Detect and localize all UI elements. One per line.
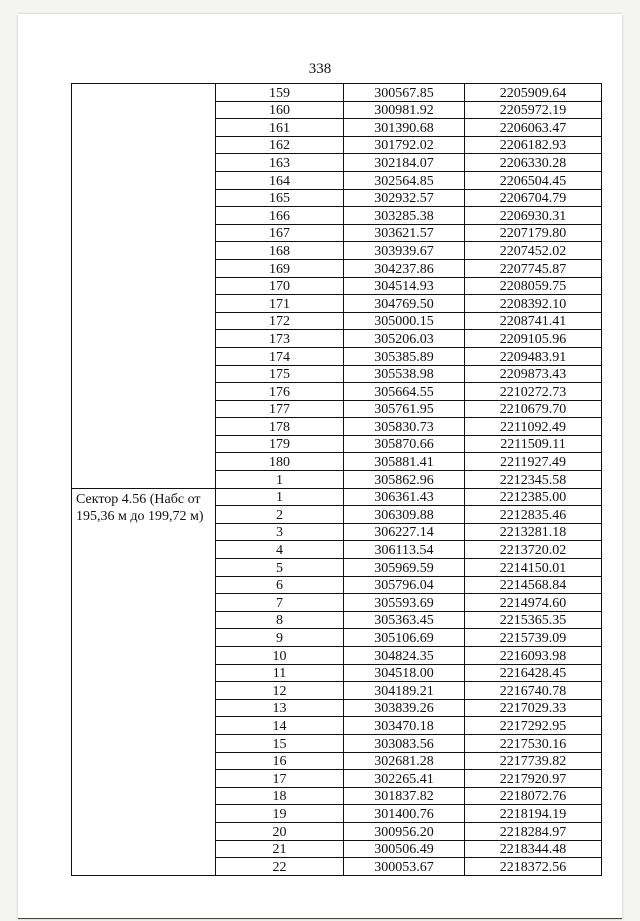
y-coordinate: 2206063.47 — [465, 119, 602, 137]
y-coordinate: 2212835.46 — [465, 506, 602, 524]
y-coordinate: 2214568.84 — [465, 576, 602, 594]
x-coordinate: 305796.04 — [344, 576, 465, 594]
x-coordinate: 304824.35 — [344, 647, 465, 665]
table-row — [72, 488, 602, 506]
point-number: 3 — [216, 523, 344, 541]
x-coordinate: 303621.57 — [344, 224, 465, 242]
page-edge-line — [18, 918, 622, 919]
point-number: 176 — [216, 383, 344, 401]
y-coordinate: 2208741.41 — [465, 312, 602, 330]
x-coordinate: 305761.95 — [344, 400, 465, 418]
x-coordinate: 306309.88 — [344, 506, 465, 524]
point-number: 15 — [216, 734, 344, 752]
x-coordinate: 305538.98 — [344, 365, 465, 383]
sector-label-empty — [72, 84, 216, 489]
point-number: 164 — [216, 171, 344, 189]
y-coordinate: 2213720.02 — [465, 541, 602, 559]
point-number: 8 — [216, 611, 344, 629]
x-coordinate: 302184.07 — [344, 154, 465, 172]
point-number: 180 — [216, 453, 344, 471]
point-number: 1 — [216, 488, 344, 506]
x-coordinate: 304769.50 — [344, 295, 465, 313]
point-number: 7 — [216, 594, 344, 612]
point-number: 168 — [216, 242, 344, 260]
point-number: 16 — [216, 752, 344, 770]
y-coordinate: 2206704.79 — [465, 189, 602, 207]
x-coordinate: 305363.45 — [344, 611, 465, 629]
x-coordinate: 306361.43 — [344, 488, 465, 506]
sector-label: Сектор 4.56 (Набс от 195,36 м до 199,72 м) — [72, 488, 216, 875]
point-number: 167 — [216, 224, 344, 242]
x-coordinate: 305881.41 — [344, 453, 465, 471]
point-number: 4 — [216, 541, 344, 559]
x-coordinate: 302564.85 — [344, 171, 465, 189]
point-number: 18 — [216, 787, 344, 805]
y-coordinate: 2216093.98 — [465, 647, 602, 665]
point-number: 11 — [216, 664, 344, 682]
x-coordinate: 305969.59 — [344, 559, 465, 577]
x-coordinate: 300956.20 — [344, 822, 465, 840]
y-coordinate: 2206930.31 — [465, 207, 602, 225]
point-number: 22 — [216, 858, 344, 876]
x-coordinate: 305593.69 — [344, 594, 465, 612]
point-number: 19 — [216, 805, 344, 823]
y-coordinate: 2216428.45 — [465, 664, 602, 682]
point-number: 159 — [216, 84, 344, 102]
point-number: 17 — [216, 770, 344, 788]
x-coordinate: 300567.85 — [344, 84, 465, 102]
x-coordinate: 303470.18 — [344, 717, 465, 735]
y-coordinate: 2212345.58 — [465, 471, 602, 489]
y-coordinate: 2218072.76 — [465, 787, 602, 805]
x-coordinate: 305870.66 — [344, 435, 465, 453]
point-number: 179 — [216, 435, 344, 453]
y-coordinate: 2217029.33 — [465, 699, 602, 717]
x-coordinate: 302932.57 — [344, 189, 465, 207]
point-number: 6 — [216, 576, 344, 594]
x-coordinate: 304237.86 — [344, 259, 465, 277]
x-coordinate: 303285.38 — [344, 207, 465, 225]
y-coordinate: 2217292.95 — [465, 717, 602, 735]
y-coordinate: 2216740.78 — [465, 682, 602, 700]
point-number: 160 — [216, 101, 344, 119]
y-coordinate: 2205972.19 — [465, 101, 602, 119]
x-coordinate: 305862.96 — [344, 471, 465, 489]
x-coordinate: 305830.73 — [344, 418, 465, 436]
y-coordinate: 2217530.16 — [465, 734, 602, 752]
point-number: 10 — [216, 647, 344, 665]
point-number: 21 — [216, 840, 344, 858]
y-coordinate: 2214974.60 — [465, 594, 602, 612]
point-number: 2 — [216, 506, 344, 524]
x-coordinate: 306113.54 — [344, 541, 465, 559]
page-number: 338 — [308, 61, 332, 77]
x-coordinate: 305385.89 — [344, 347, 465, 365]
y-coordinate: 2211927.49 — [465, 453, 602, 471]
y-coordinate: 2209873.43 — [465, 365, 602, 383]
x-coordinate: 304514.93 — [344, 277, 465, 295]
y-coordinate: 2209483.91 — [465, 347, 602, 365]
y-coordinate: 2206330.28 — [465, 154, 602, 172]
x-coordinate: 302265.41 — [344, 770, 465, 788]
y-coordinate: 2206504.45 — [465, 171, 602, 189]
point-number: 172 — [216, 312, 344, 330]
x-coordinate: 301837.82 — [344, 787, 465, 805]
x-coordinate: 303839.26 — [344, 699, 465, 717]
y-coordinate: 2210679.70 — [465, 400, 602, 418]
x-coordinate: 305664.55 — [344, 383, 465, 401]
coordinates-table — [71, 83, 602, 876]
point-number: 20 — [216, 822, 344, 840]
point-number: 161 — [216, 119, 344, 137]
y-coordinate: 2217739.82 — [465, 752, 602, 770]
point-number: 171 — [216, 295, 344, 313]
x-coordinate: 300053.67 — [344, 858, 465, 876]
point-number: 1 — [216, 471, 344, 489]
table-row — [72, 84, 602, 102]
point-number: 9 — [216, 629, 344, 647]
coordinates-table-body — [72, 84, 602, 876]
y-coordinate: 2211092.49 — [465, 418, 602, 436]
x-coordinate: 305206.03 — [344, 330, 465, 348]
x-coordinate: 301400.76 — [344, 805, 465, 823]
x-coordinate: 306227.14 — [344, 523, 465, 541]
x-coordinate: 301390.68 — [344, 119, 465, 137]
x-coordinate: 303939.67 — [344, 242, 465, 260]
point-number: 178 — [216, 418, 344, 436]
point-number: 162 — [216, 136, 344, 154]
y-coordinate: 2208059.75 — [465, 277, 602, 295]
x-coordinate: 304518.00 — [344, 664, 465, 682]
y-coordinate: 2207745.87 — [465, 259, 602, 277]
point-number: 5 — [216, 559, 344, 577]
y-coordinate: 2210272.73 — [465, 383, 602, 401]
x-coordinate: 305000.15 — [344, 312, 465, 330]
y-coordinate: 2217920.97 — [465, 770, 602, 788]
y-coordinate: 2218372.56 — [465, 858, 602, 876]
y-coordinate: 2205909.64 — [465, 84, 602, 102]
y-coordinate: 2212385.00 — [465, 488, 602, 506]
y-coordinate: 2215739.09 — [465, 629, 602, 647]
y-coordinate: 2214150.01 — [465, 559, 602, 577]
x-coordinate: 300506.49 — [344, 840, 465, 858]
point-number: 174 — [216, 347, 344, 365]
point-number: 173 — [216, 330, 344, 348]
point-number: 175 — [216, 365, 344, 383]
x-coordinate: 303083.56 — [344, 734, 465, 752]
point-number: 12 — [216, 682, 344, 700]
point-number: 170 — [216, 277, 344, 295]
y-coordinate: 2211509.11 — [465, 435, 602, 453]
y-coordinate: 2215365.35 — [465, 611, 602, 629]
point-number: 165 — [216, 189, 344, 207]
y-coordinate: 2218194.19 — [465, 805, 602, 823]
x-coordinate: 305106.69 — [344, 629, 465, 647]
point-number: 177 — [216, 400, 344, 418]
y-coordinate: 2218344.48 — [465, 840, 602, 858]
x-coordinate: 302681.28 — [344, 752, 465, 770]
point-number: 169 — [216, 259, 344, 277]
y-coordinate: 2208392.10 — [465, 295, 602, 313]
y-coordinate: 2209105.96 — [465, 330, 602, 348]
point-number: 13 — [216, 699, 344, 717]
x-coordinate: 301792.02 — [344, 136, 465, 154]
y-coordinate: 2207452.02 — [465, 242, 602, 260]
y-coordinate: 2218284.97 — [465, 822, 602, 840]
y-coordinate: 2213281.18 — [465, 523, 602, 541]
x-coordinate: 304189.21 — [344, 682, 465, 700]
y-coordinate: 2207179.80 — [465, 224, 602, 242]
y-coordinate: 2206182.93 — [465, 136, 602, 154]
x-coordinate: 300981.92 — [344, 101, 465, 119]
point-number: 163 — [216, 154, 344, 172]
point-number: 166 — [216, 207, 344, 225]
point-number: 14 — [216, 717, 344, 735]
